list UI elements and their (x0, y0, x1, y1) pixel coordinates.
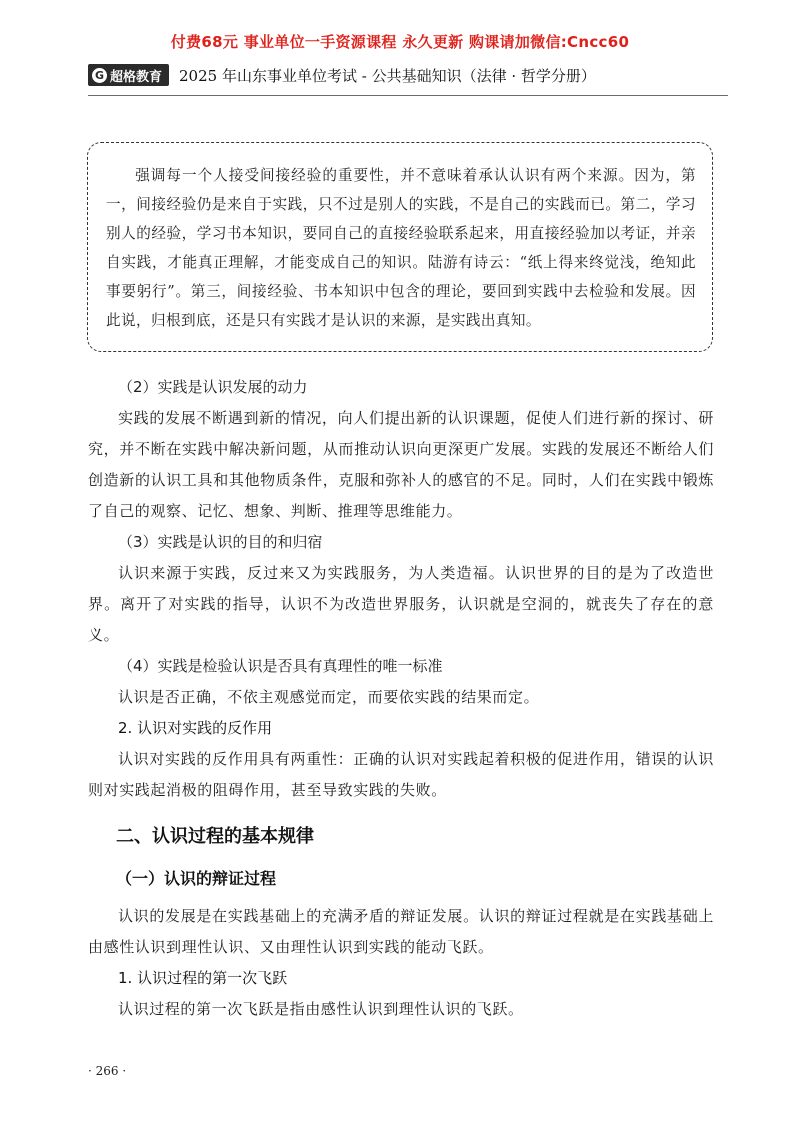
reaction-heading: 2. 认识对实践的反作用 (118, 719, 273, 737)
header-title: 2025 年山东事业单位考试 - 公共基础知识（法律 · 哲学分册） (179, 66, 596, 85)
dialectic-body: 认识的发展是在实践基础上的充满矛盾的辩证发展。认识的辩证过程就是在实践基础上由感性认识到理性认识、又由理性认识到实践的能动飞跃。 (88, 907, 714, 956)
quote-box (87, 142, 713, 352)
first-leap-heading: 1. 认识过程的第一次飞跃 (118, 969, 288, 987)
page-header (88, 63, 728, 87)
promo-banner: 付费68元 事业单位一手资源课程 永久更新 购课请加微信:Cncc60 (170, 33, 630, 51)
section-4-body: 认识是否正确，不依主观感觉而定，而要依实践的结果而定。 (118, 688, 540, 706)
reaction-body: 认识对实践的反作用具有两重性：正确的认识对实践起着积极的促进作用，错误的认识则对实践起消极的阻碍作用，甚至导致实践的失败。 (88, 750, 714, 799)
page-number: · 266 · (88, 1064, 127, 1078)
header-divider (88, 95, 728, 96)
section-3-body: 认识来源于实践，反过来又为实践服务，为人类造福。认识世界的目的是为了改造世界。离开了对实践的指导，认识不为改造世界服务，认识就是空洞的，就丧失了存在的意义。 (88, 564, 714, 644)
first-leap-body: 认识过程的第一次飞跃是指由感性认识到理性认识的飞跃。 (118, 1000, 524, 1018)
section-4-title: （4）实践是检验认识是否具有真理性的唯一标准 (118, 657, 443, 675)
chapter-heading: 二、认识过程的基本规律 (116, 826, 314, 847)
subchapter-heading: （一）认识的辩证过程 (116, 869, 277, 888)
publisher-logo (88, 64, 169, 86)
quote-text: 强调每一个人接受间接经验的重要性，并不意味着承认认识有两个来源。因为，第一，间接经验仍是来自于实践，只不过是别人的实践，不是自己的实践而已。第二，学习别人的经验，学习书本知识，要同自己的直接经验联系起来，用直接经验加以考证，并亲自实践，才能真正理解，才能变成自己的知识。陆游有诗云：“纸上得来终觉浅，绝知此事要躬行”。第三，间接经验、书本知识中包含的理论，要回到实践中去检验和发展。因此说，归根到底，还是只有实践才是认识的来源，是实践出真知。 (106, 167, 696, 329)
section-2-title: （2）实践是认识发展的动力 (118, 378, 308, 396)
logo-text: 超格教育 (110, 69, 163, 85)
section-2-body: 实践的发展不断遇到新的情况，向人们提出新的认识课题，促使人们进行新的探讨、研究，并不断在实践中解决新问题，从而推动认识向更深更广发展。实践的发展还不断给人们创造新的认识工具和其他物质条件，克服和弥补人的感官的不足。同时，人们在实践中锻炼了自己的观察、记忆、想象、判断、推理等思维能力。 (88, 409, 714, 520)
section-3-title: （3）实践是认识的目的和归宿 (118, 533, 323, 551)
logo-g-icon: G (92, 68, 107, 83)
main-content (88, 372, 714, 1025)
